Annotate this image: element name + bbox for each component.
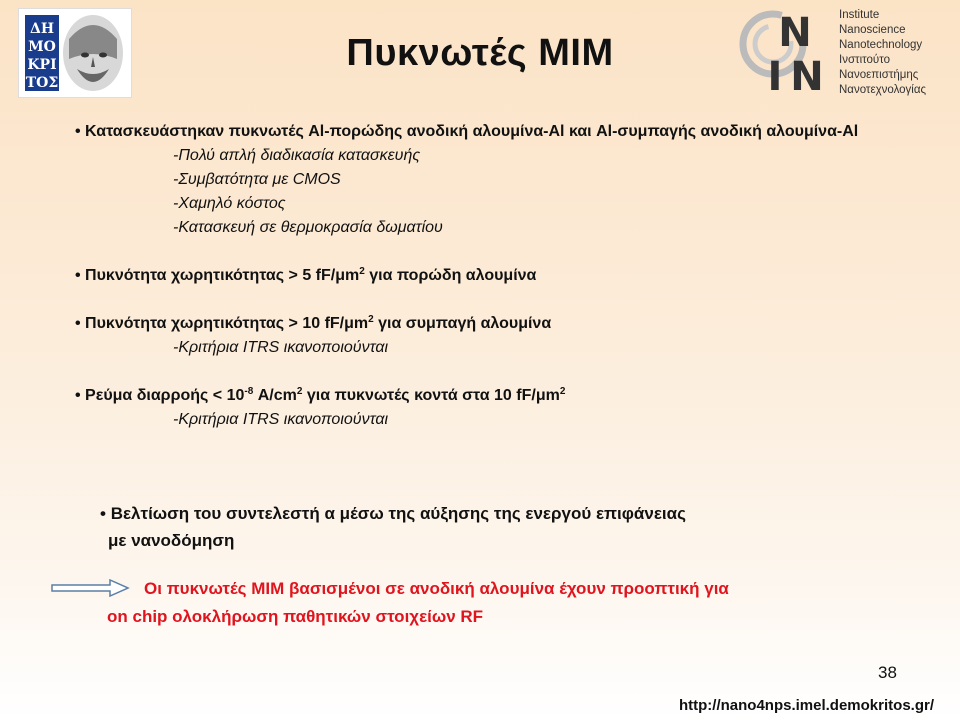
svg-text:N: N xyxy=(778,10,812,56)
institute-line: Ινστιτούτο xyxy=(839,54,890,66)
institute-line: Nanoscience xyxy=(839,24,906,36)
institute-line: Institute xyxy=(839,9,880,21)
sub-item: -Χαμηλό κόστος xyxy=(173,195,286,212)
svg-text:ΔΗ: ΔΗ xyxy=(29,21,55,37)
institute-line: Nanotechnology xyxy=(839,39,923,51)
superscript: 2 xyxy=(559,386,566,397)
bullet-text: για πυκνωτές κοντά στα 10 fF/μm xyxy=(302,387,560,404)
bullet-text: για συμπαγή αλουμίνα xyxy=(373,315,552,332)
institute-name xyxy=(839,8,926,98)
superscript: 2 xyxy=(368,314,374,325)
sub-item: -Πολύ απλή διαδικασία κατασκευής xyxy=(173,147,421,164)
bullet-compact-capacitance: • Πυκνότητα χωρητικότητας > 10 $fF/\mu m^2$ για συμπαγή αλουμίνα xyxy=(75,314,552,332)
improvement-line: • Βελτίωση του συντελεστή α μέσω της αύξησης της ενεργού επιφάνειας xyxy=(100,504,686,523)
svg-text:ΜΟ: ΜΟ xyxy=(28,39,56,55)
nin-institute-logo xyxy=(735,4,955,94)
bullet-text: Ρεύμα διαρροής < 10 xyxy=(85,387,245,404)
bullet-leakage-current: • Ρεύμα $\delta\iota\alpha\rho\rho oή\varsigma < 10^{-8}$ $A/cm^2$ για πυκνωτές κοντά στα 10 $fF/\mu m^2$ xyxy=(75,386,566,404)
sub-item: -Συμβατότητα με CMOS xyxy=(173,171,341,188)
bullet-porous-capacitance: • Πυκνότητα χωρητικότητας > 5 $fF/\mu m^2$ για πορώδη αλουμίνα xyxy=(75,266,537,284)
bullet-text: Πυκνότητα χωρητικότητας > 10 fF/μm xyxy=(85,315,369,332)
svg-text:ΤΟΣ: ΤΟΣ xyxy=(25,75,59,91)
bullet-fabrication: • Κατασκευάστηκαν πυκνωτές Al-πορώδης ανοδική αλουμίνα-Al και Al-συμπαγής ανοδική αλουμίνα-Al xyxy=(75,123,859,140)
bullet-text: για πορώδη αλουμίνα xyxy=(364,267,537,284)
improvement-text: Βελτίωση του συντελεστή α μέσω της αύξησης της ενεργού επιφάνειας xyxy=(110,504,686,523)
institute-line: Νανοεπιστήμης xyxy=(839,69,919,81)
sub-item: -Κριτήρια ITRS ικανοποιούνται xyxy=(173,411,388,428)
sub-item: -Κριτήρια ITRS ικανοποιούνται xyxy=(173,339,388,356)
improvement-bullet xyxy=(100,500,880,554)
nin-logo-mark xyxy=(735,4,835,94)
svg-text:N: N xyxy=(790,54,824,94)
bullet-text: A/cm xyxy=(253,387,297,404)
institute-line: Νανοτεχνολογίας xyxy=(839,84,927,96)
svg-text:I: I xyxy=(767,54,783,94)
page-number: 38 xyxy=(878,663,897,682)
svg-text:ΚΡΙ: ΚΡΙ xyxy=(27,57,57,73)
improvement-line-2: με νανοδόμηση xyxy=(108,531,235,550)
superscript: 2 xyxy=(296,386,303,397)
footer-url: http://nano4nps.imel.demokritos.gr/ xyxy=(678,697,934,714)
conclusion-text xyxy=(107,575,907,631)
page-title: Πυκνωτές ΜΙΜ xyxy=(346,32,614,74)
sub-item: -Κατασκευή σε θερμοκρασία δωματίου xyxy=(173,219,443,236)
superscript: 2 xyxy=(359,266,365,277)
superscript: -8 xyxy=(244,386,254,397)
bullet-text: Κατασκευάστηκαν πυκνωτές Al-πορώδης ανοδική αλουμίνα-Al και Al-συμπαγής ανοδική αλουμίνα-Al xyxy=(85,123,859,140)
conclusion-line-1: Οι πυκνωτές ΜΙΜ βασισμένοι σε ανοδική αλουμίνα έχουν προοπτική για xyxy=(144,579,729,598)
bullet-text: Πυκνότητα χωρητικότητας > 5 fF/μm xyxy=(85,267,360,284)
conclusion-line-2: on chip ολοκλήρωση παθητικών στοιχείων RF xyxy=(107,607,484,626)
slide-content xyxy=(75,120,915,432)
